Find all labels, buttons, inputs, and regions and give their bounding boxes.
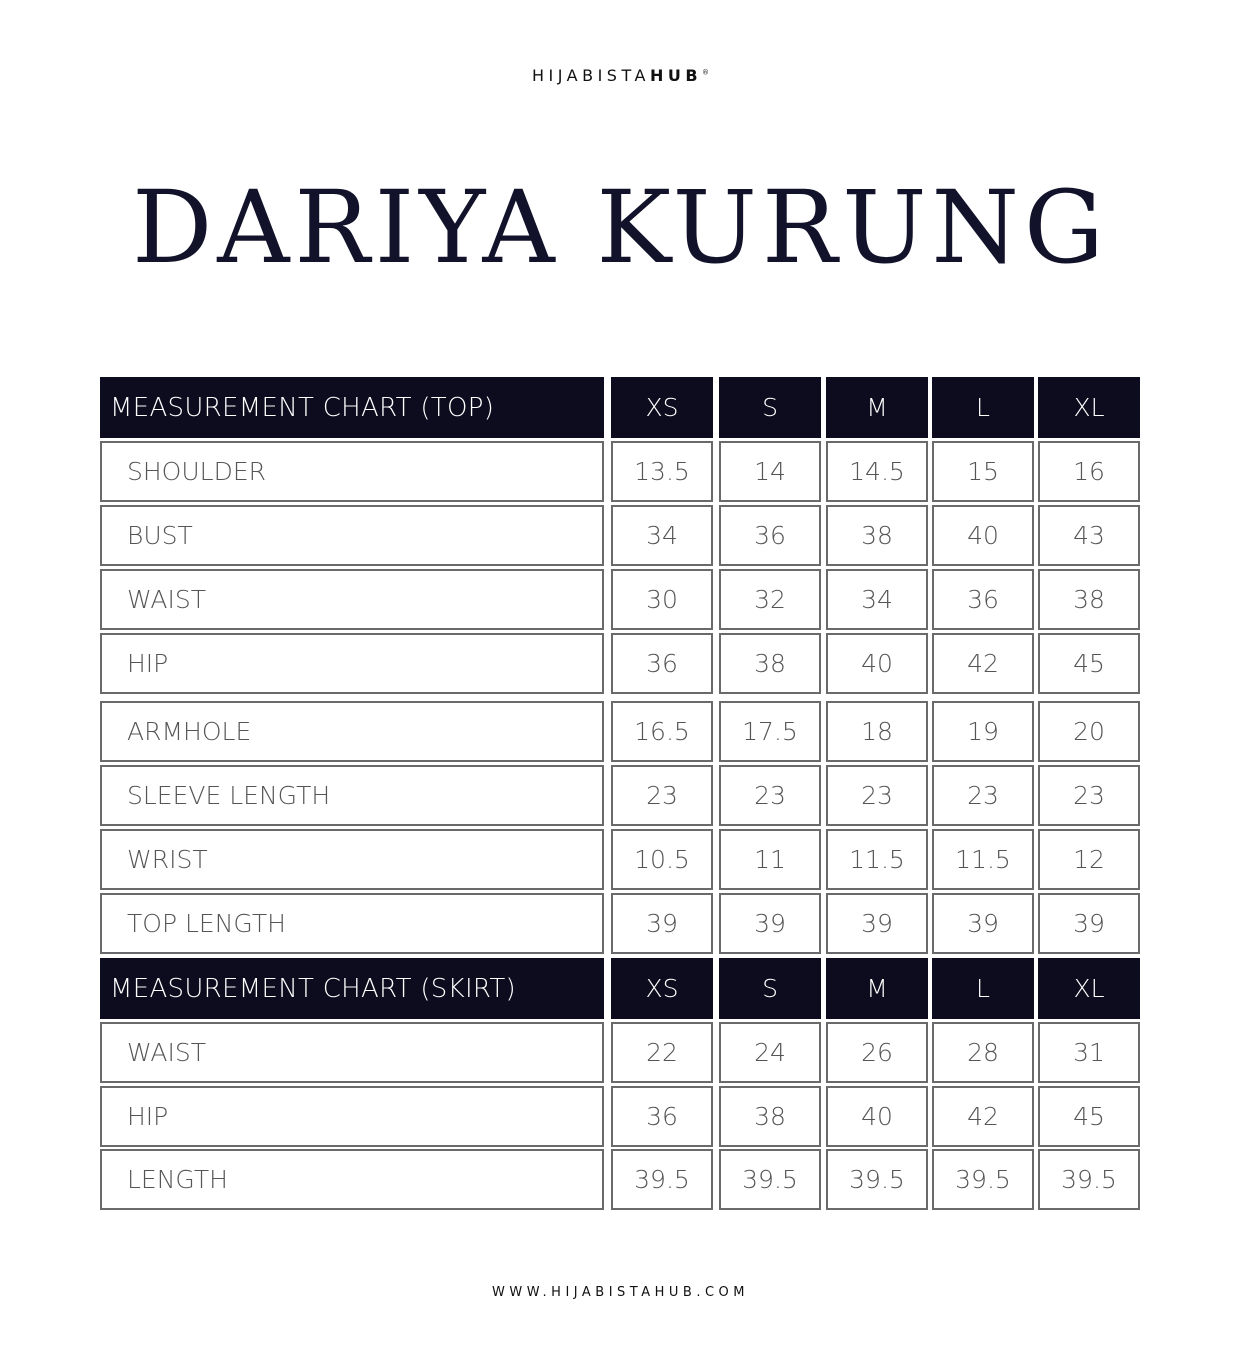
top-size-header-xl: XL (1038, 377, 1140, 438)
top-size-header-s: S (719, 377, 821, 438)
top-row-value: 39 (611, 893, 713, 954)
top-row-value: 19 (932, 701, 1034, 762)
skirt-size-header-xl: XL (1038, 958, 1140, 1019)
top-row-label: BUST (100, 505, 604, 566)
skirt-chart-header: MEASUREMENT CHART (SKIRT) (100, 958, 604, 1019)
top-row-label: ARMHOLE (100, 701, 604, 762)
top-row-value: 40 (826, 633, 928, 694)
top-row-label: HIP (100, 633, 604, 694)
top-size-header-l: L (932, 377, 1034, 438)
skirt-row-value: 39.5 (826, 1149, 928, 1210)
top-row-value: 17.5 (719, 701, 821, 762)
top-row-value: 11.5 (826, 829, 928, 890)
top-row-value: 23 (719, 765, 821, 826)
top-row-value: 16 (1038, 441, 1140, 502)
skirt-row-value: 39.5 (932, 1149, 1034, 1210)
top-row-value: 34 (611, 505, 713, 566)
skirt-size-header-l: L (932, 958, 1034, 1019)
top-row-value: 38 (719, 633, 821, 694)
top-row-value: 10.5 (611, 829, 713, 890)
top-row-value: 38 (1038, 569, 1140, 630)
top-row-value: 23 (826, 765, 928, 826)
top-row-label: SHOULDER (100, 441, 604, 502)
skirt-size-header-s: S (719, 958, 821, 1019)
top-row-value: 15 (932, 441, 1034, 502)
top-chart-header: MEASUREMENT CHART (TOP) (100, 377, 604, 438)
top-row-value: 36 (719, 505, 821, 566)
top-row-value: 40 (932, 505, 1034, 566)
skirt-row-label: WAIST (100, 1022, 604, 1083)
top-row-value: 39 (826, 893, 928, 954)
top-row-value: 39 (719, 893, 821, 954)
skirt-row-value: 39.5 (1038, 1149, 1140, 1210)
skirt-row-label: LENGTH (100, 1149, 604, 1210)
top-row-value: 23 (611, 765, 713, 826)
top-row-value: 39 (932, 893, 1034, 954)
brand-logo (0, 66, 1241, 85)
skirt-row-label: HIP (100, 1086, 604, 1147)
top-row-value: 45 (1038, 633, 1140, 694)
brand-name-regular: HIJABISTA (531, 66, 650, 85)
top-row-value: 32 (719, 569, 821, 630)
top-row-value: 38 (826, 505, 928, 566)
skirt-row-value: 39.5 (611, 1149, 713, 1210)
top-row-value: 43 (1038, 505, 1140, 566)
skirt-row-value: 36 (611, 1086, 713, 1147)
product-title: DARIYA KURUNG (132, 169, 1109, 286)
registered-mark: ® (702, 68, 710, 77)
top-row-value: 36 (611, 633, 713, 694)
top-size-header-xs: XS (611, 377, 713, 438)
top-row-value: 12 (1038, 829, 1140, 890)
top-row-value: 14 (719, 441, 821, 502)
top-row-value: 16.5 (611, 701, 713, 762)
top-row-value: 18 (826, 701, 928, 762)
skirt-row-value: 42 (932, 1086, 1034, 1147)
top-row-value: 30 (611, 569, 713, 630)
top-row-value: 34 (826, 569, 928, 630)
website-url: WWW.HIJABISTAHUB.COM (491, 1285, 749, 1300)
top-row-value: 39 (1038, 893, 1140, 954)
top-row-value: 36 (932, 569, 1034, 630)
top-row-label: WRIST (100, 829, 604, 890)
top-row-value: 20 (1038, 701, 1140, 762)
top-row-value: 23 (1038, 765, 1140, 826)
skirt-size-header-xs: XS (611, 958, 713, 1019)
top-row-value: 14.5 (826, 441, 928, 502)
top-row-value: 11 (719, 829, 821, 890)
skirt-row-value: 45 (1038, 1086, 1140, 1147)
skirt-row-value: 39.5 (719, 1149, 821, 1210)
top-row-value: 23 (932, 765, 1034, 826)
skirt-row-value: 28 (932, 1022, 1034, 1083)
brand-name-bold: HUB (649, 66, 703, 85)
top-row-value: 11.5 (932, 829, 1034, 890)
skirt-size-header-m: M (826, 958, 928, 1019)
skirt-row-value: 22 (611, 1022, 713, 1083)
top-row-label: TOP LENGTH (100, 893, 604, 954)
skirt-row-value: 31 (1038, 1022, 1140, 1083)
top-row-value: 13.5 (611, 441, 713, 502)
skirt-row-value: 26 (826, 1022, 928, 1083)
skirt-row-value: 24 (719, 1022, 821, 1083)
top-row-value: 42 (932, 633, 1034, 694)
top-row-label: SLEEVE LENGTH (100, 765, 604, 826)
skirt-row-value: 40 (826, 1086, 928, 1147)
top-row-label: WAIST (100, 569, 604, 630)
skirt-row-value: 38 (719, 1086, 821, 1147)
top-size-header-m: M (826, 377, 928, 438)
